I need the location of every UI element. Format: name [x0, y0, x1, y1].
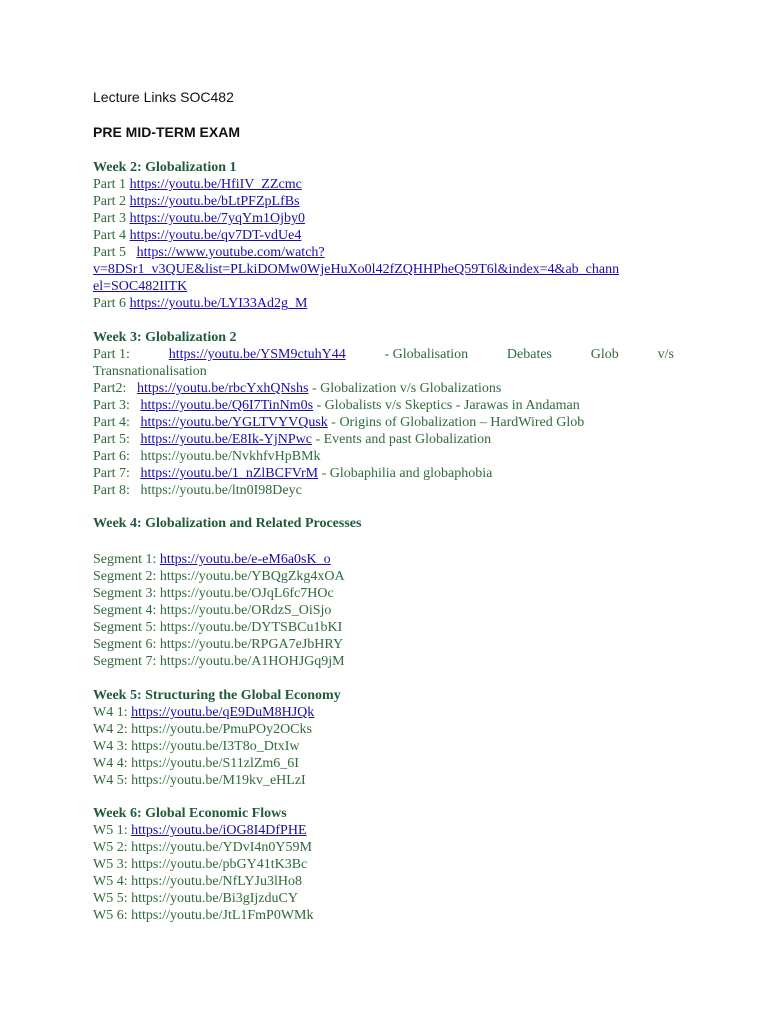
video-link[interactable]: https://youtu.be/Q6I7TinNm0s [140, 398, 314, 413]
week2-part5-cont [93, 261, 619, 278]
week3-heading: Week 3: Globalization 2 [93, 330, 237, 345]
part-label: Part 3 [93, 211, 127, 226]
video-link-cont[interactable]: el=SOC482IITK [93, 279, 188, 294]
part-label: Part 6 [93, 296, 127, 311]
week6-item6: W5 6: https://youtu.be/JtL1FmP0WMk [93, 908, 314, 923]
week6-item2: W5 2: https://youtu.be/YDvI4n0Y59M [93, 840, 312, 855]
part-label: Part 3: [93, 398, 130, 413]
week2-part3 [93, 210, 305, 227]
desc-cont: Transnationalisation [93, 364, 207, 379]
week2-part2 [93, 193, 300, 210]
week2-part5-cont2 [93, 278, 187, 295]
week6-item4: W5 4: https://youtu.be/NfLYJu3lHo8 [93, 874, 302, 889]
video-link[interactable]: https://youtu.be/rbcYxhQNshs [136, 381, 309, 396]
week3-part3 [93, 397, 580, 414]
video-url-text: https://youtu.be/ltn0I98Deyc [140, 483, 302, 498]
part-label: Part 5: [93, 432, 130, 447]
video-link[interactable]: https://youtu.be/YSM9ctuhY44 [168, 347, 346, 362]
part-desc: - Origins of Globalization – HardWired Glob [327, 415, 585, 430]
part-label: Part 1: [93, 347, 130, 362]
week5-item5: W4 5: https://youtu.be/M19kv_eHLzI [93, 773, 306, 788]
week4-segment4: Segment 4: https://youtu.be/ORdzS_OiSjo [93, 603, 332, 618]
part-desc: - Globalists v/s Skeptics - Jarawas in Andaman [313, 398, 580, 413]
week4-segment2: Segment 2: https://youtu.be/YBQgZkg4xOA [93, 569, 345, 584]
desc-word: - Globalisation [384, 347, 469, 362]
item-label: W4 1: [93, 705, 128, 720]
part-label: Part 4 [93, 228, 127, 243]
video-url-text: https://youtu.be/NvkhfvHpBMk [140, 449, 321, 464]
week4-segment6: Segment 6: https://youtu.be/RPGA7eJbHRY [93, 637, 344, 652]
video-link[interactable]: https://youtu.be/qE9DuM8HJQk [131, 705, 315, 720]
week3-part4 [93, 414, 584, 431]
part-label: Part 5 [93, 245, 127, 260]
video-link[interactable]: https://youtu.be/qv7DT-vdUe4 [129, 228, 302, 243]
week5-item2: W4 2: https://youtu.be/PmuPOy2OCks [93, 722, 312, 737]
week5-item3: W4 3: https://youtu.be/I3T8o_DtxIw [93, 739, 300, 754]
document-title: Lecture Links SOC482 [93, 89, 234, 105]
part-desc: - Events and past Globalization [311, 432, 492, 447]
video-link[interactable]: https://youtu.be/iOG8I4DfPHE [131, 823, 307, 838]
video-link-cont[interactable]: v=8DSr1_v3QUE&list=PLkiDOMw0WjeHuXo0l42fZQHHPheQ59T6l&index=4&ab_chann [93, 262, 620, 277]
video-link[interactable]: https://www.youtube.com/watch? [136, 245, 325, 260]
desc-word: Debates [506, 347, 552, 362]
video-link[interactable]: https://youtu.be/E8Ik-YjNPwc [140, 432, 312, 447]
week4-heading: Week 4: Globalization and Related Processes [93, 516, 362, 531]
desc-word: v/s [657, 347, 674, 362]
part-desc: - Globaphilia and globaphobia [318, 466, 493, 481]
week3-part5 [93, 431, 491, 448]
week4-segment1 [93, 551, 331, 568]
part-label: Part 1 [93, 177, 127, 192]
week4-segment5: Segment 5: https://youtu.be/DYTSBCu1bKI [93, 620, 343, 635]
video-link[interactable]: https://youtu.be/7yqYm1Ojby0 [129, 211, 305, 226]
week5-item1 [93, 704, 314, 721]
part-label: Part2: [93, 381, 127, 396]
week3-part8 [93, 482, 302, 499]
segment-label: Segment 1: [93, 552, 157, 567]
week6-heading: Week 6: Global Economic Flows [93, 806, 287, 821]
part-label: Part 6: [93, 449, 130, 464]
week3-part1 [93, 346, 674, 380]
video-link[interactable]: https://youtu.be/YGLTVYVQusk [140, 415, 328, 430]
video-link[interactable]: https://youtu.be/HfiIV_ZZcmc [129, 177, 302, 192]
week2-part5 [93, 244, 325, 261]
video-link[interactable]: https://youtu.be/1_nZlBCFVrM [140, 466, 319, 481]
video-link[interactable]: https://youtu.be/bLtPFZpLfBs [129, 194, 300, 209]
week2-part4 [93, 227, 301, 244]
week3-part2 [93, 380, 501, 397]
week4-segment3: Segment 3: https://youtu.be/OJqL6fc7HOc [93, 586, 334, 601]
video-link[interactable]: https://youtu.be/LYI33Ad2g_M [129, 296, 308, 311]
week4-segment7: Segment 7: https://youtu.be/A1HOHJGq9jM [93, 654, 345, 669]
week2-part1 [93, 176, 302, 193]
part-label: Part 8: [93, 483, 130, 498]
part-label: Part 4: [93, 415, 130, 430]
week6-item3: W5 3: https://youtu.be/pbGY41tK3Bc [93, 857, 308, 872]
part-desc: - Globalization v/s Globalizations [308, 381, 502, 396]
week5-item4: W4 4: https://youtu.be/S11zlZm6_6I [93, 756, 299, 771]
part-label: Part 2 [93, 194, 127, 209]
week6-item1 [93, 822, 307, 839]
section-heading: PRE MID-TERM EXAM [93, 124, 240, 140]
week6-item5: W5 5: https://youtu.be/Bi3gIjzduCY [93, 891, 298, 906]
week5-heading: Week 5: Structuring the Global Economy [93, 688, 341, 703]
week2-part6 [93, 295, 307, 312]
video-link[interactable]: https://youtu.be/e-eM6a0sK_o [159, 552, 331, 567]
week2-heading: Week 2: Globalization 1 [93, 160, 237, 175]
part-label: Part 7: [93, 466, 130, 481]
item-label: W5 1: [93, 823, 128, 838]
desc-word: Glob [590, 347, 619, 362]
week3-part7 [93, 465, 492, 482]
week3-part6 [93, 448, 321, 465]
